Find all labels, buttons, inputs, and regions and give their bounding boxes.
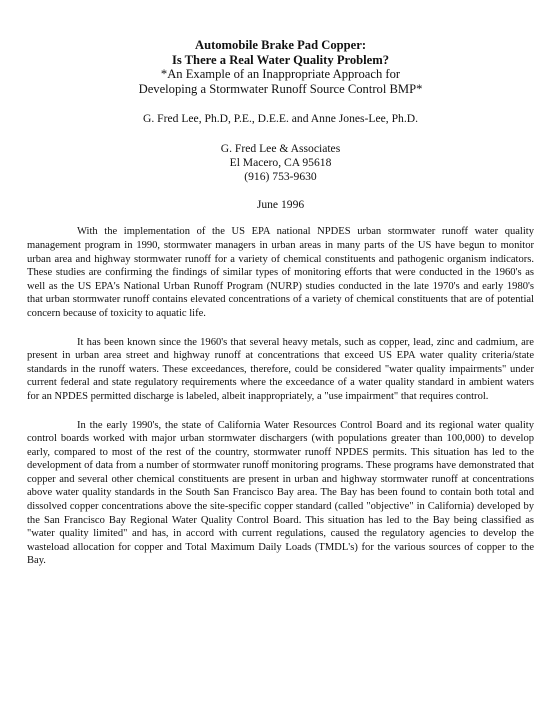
authors: G. Fred Lee, Ph.D, P.E., D.E.E. and Anne Jones-Lee, Ph.D.: [143, 112, 418, 126]
organization-phone: (916) 753-9630: [244, 170, 317, 184]
document-title: [27, 38, 534, 67]
title-line-2: Is There a Real Water Quality Problem?: [171, 52, 390, 67]
organization-address: El Macero, CA 95618: [229, 156, 332, 170]
organization-block: [27, 142, 534, 184]
document-subtitle: [27, 67, 534, 96]
document-date: June 1996: [256, 198, 305, 212]
body-paragraph-3: In the early 1990's, the state of California Water Resources Control Board and its regional water quality control boards worked with major urban stormwater dischargers (with populations greater than 100,000) to develop early, compared to most of the rest of the country, stormwater runoff NPDES permits. This situation has led to the development of data from a number of stormwater runoff monitoring programs. These programs have demonstrated that copper and several other chemical constituents are present in urban and highway stormwater runoff at concentrations above water quality standards in the South San Francisco Bay area. The Bay has been found to contain both total and dissolved copper concentrations above the site-specific copper standard (called "objective" in California) developed by the San Francisco Bay Regional Water Quality Control Board. This situation has led to the Bay being classified as "water quality limited" and has, in accord with current regulations, caused the regulatory agencies to develop the wasteload allocation for copper and Total Maximum Daily Loads (TMDL's) for the various sources of copper to the Bay.: [27, 419, 534, 567]
title-line-1: Automobile Brake Pad Copper:: [194, 38, 367, 52]
subtitle-line-2: Developing a Stormwater Runoff Source Control BMP*: [138, 81, 423, 96]
subtitle-line-1: *An Example of an Inappropriate Approach for: [160, 67, 401, 82]
organization-name: G. Fred Lee & Associates: [220, 142, 341, 156]
body-paragraph-2: It has been known since the 1960's that several heavy metals, such as copper, lead, zinc and cadmium, are present in urban area street and highway runoff at concentrations that exceed US EPA water quality criteria/state standards in the runoff waters. These exceedances, therefore, could be considered "water quality impairments" under current federal and state regulatory requirements where the exceedance of a water quality standard in ambient waters for an NPDES permitted discharge is labeled, albeit inappropriately, a "use impairment" that requires control.: [27, 336, 534, 402]
document-body: [27, 225, 534, 568]
body-paragraph-1: With the implementation of the US EPA national NPDES urban stormwater runoff water quality management program in 1990, stormwater managers in urban areas in many parts of the US have begun to monitor urban area and highway stormwater runoff for a variety of chemical constituents and pathogenic organism indicators. These studies are confirming the findings of similar types of monitoring efforts that were conducted in the 1960's as well as the US EPA's National Urban Runoff Program (NURP) studies conducted in the late 1970's and early 1980's that urban stormwater runoff contains elevated concentrations of a variety of chemical constituents that are of potential concern because of toxicity to aquatic life.: [27, 226, 534, 319]
